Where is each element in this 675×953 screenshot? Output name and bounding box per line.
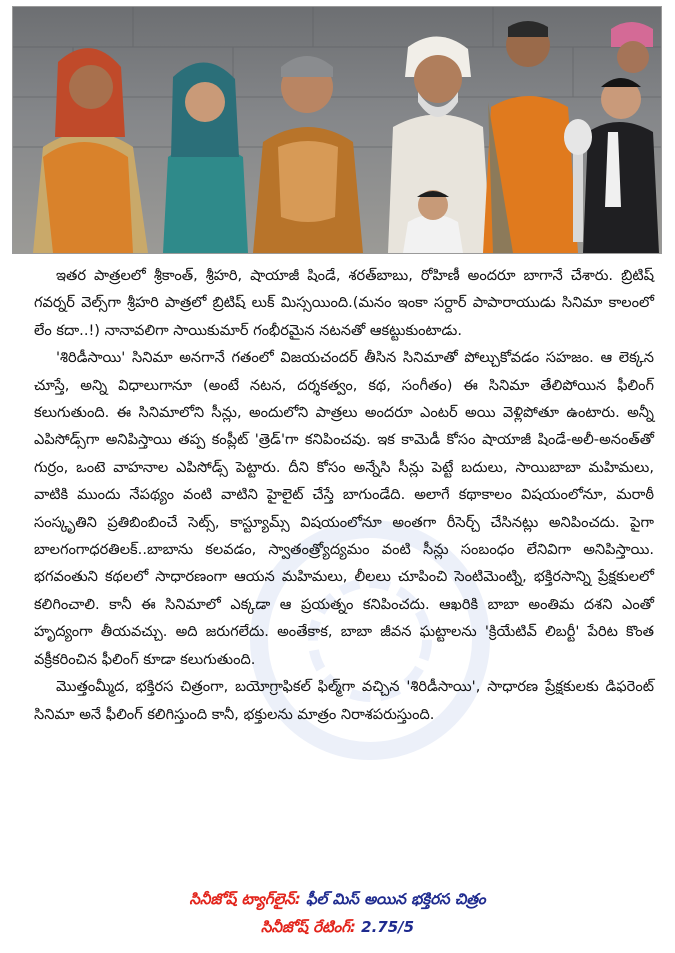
rating-value: 2.75/5 <box>361 918 415 936</box>
tagline-value: ఫీల్ మిస్ అయిన భక్తిరస చిత్రం <box>305 890 486 908</box>
paragraph-cast: ఇతర పాత్రలలో శ్రీకాంత్, శ్రీహరి, షాయాజీ షిండే, శరత్‌బాబు, రోహిణీ అందరూ బాగానే చేశారు. బ్రిటిష్ గవర్నర్ వెల్స్‌గా శ్రీహరి పాత్రలో బ్రిటిష్ లుక్ మిస్సయింది.(మనం ఇంకా సర్దార్ పాపారాయుడు సినిమా కాలంలో లేం కదా..!) నానావలిగా సాయికుమార్ గంభీరమైన నటనతో ఆకట్టుకుంటాడు. <box>34 267 654 339</box>
person-woman-teal <box>163 62 248 253</box>
cast-group-illustration <box>13 7 661 253</box>
paragraph-analysis: 'శిరిడీసాయి' సినిమా అనగానే గతంలో విజయచందర్ తీసిన సినిమాతో పోల్చుకోవడం సహజం. ఆ లెక్కన చూస్తే, అన్ని విధాలుగానూ (అంటే నటన, దర్శకత్వం, కథ, సంగీతం) ఈ సినిమా తేలిపోయిన ఫీలింగ్ కలుగుతుంది. ఈ సినిమాలోని సీన్లు, అందులోని పాత్రలు అందరూ ఎంటర్ అయి వెళ్లిపోతూ ఉంటారు. అన్నీ ఎపిసోడ్స్‌గా అనిపిస్తాయి తప్ప కంప్లీట్ 'త్రెడ్'గా కనిపించవు. ఇక కామెడీ కోసం షాయాజీ షిండే-అలీ-అనంత్‌తో గుర్రం, ఒంటె వాహనాల ఎపిసోడ్స్ పెట్టారు. దీని కోసం అన్నేసి సీన్లు పెట్టే బదులు, సాయిబాబా మహిమలు, వాటికి ముందు నేపథ్యం వంటి వాటిని హైలైట్ చేస్తే బాగుండేది. అలాగే కథాకాలం విషయంలోనూ, మరాఠీ సంస్కృతిని ప్రతిబింబించే సెట్స్, కాస్ట్యూమ్స్ విషయంలోనూ అంతగా రీసెర్చ్ చేసినట్లు అనిపించదు. పైగా బాలగంగాధరతిలక్..బాబాను కలవడం, స్వాతంత్ర్యోద్యమం వంటి సీన్లు సంబంధం లేనివిగా అనిపిస్తాయి. భగవంతుని కథలలో సాధారణంగా ఆయన మహిమలు, లీలలు చూపించి సెంటిమెంట్ని, భక్తిరసాన్ని ప్రేక్షకులలో కలిగించాలి. కానీ ఈ సినిమాలో ఎక్కడా ఆ ప్రయత్నం కనిపించదు. ఆఖరికి బాబా అంతిమ దశని ఎంతో హృద్యంగా తీయవచ్చు. అది జరుగలేదు. అంతేకాక, బాబా జీవన ఘట్టాలను 'క్రియేటివ్ లిబర్టీ' పేరిట కొంత వక్రీకరించిన ఫీలింగ్ కూడా కలుగుతుంది. <box>34 349 654 668</box>
paragraph-conclusion: మొత్తంమ్మీద, భక్తిరస చిత్రంగా, బయోగ్రాఫికల్ ఫిల్మ్‌గా వచ్చిన 'శిరిడీసాయి', సాధారణ ప్రేక్షకులకు డిఫరెంట్ సినిమా అనే ఫీలింగ్ కలిగిస్తుంది కానీ, భక్తులను మాత్రం నిరాశపరుస్తుంది. <box>34 678 654 723</box>
rating <box>0 918 675 940</box>
person-man-orange <box>483 21 578 253</box>
movie-still-photo <box>12 6 662 254</box>
person-woman-orange <box>33 48 148 253</box>
tagline <box>0 890 675 912</box>
person-boy-black-suit <box>583 78 659 253</box>
rating-label: సినీజోష్ రేటింగ్: <box>260 918 356 936</box>
person-man-saffron <box>253 56 363 253</box>
article-body <box>34 262 654 728</box>
tagline-label: సినీజోష్ ట్యాగ్‌లైన్: <box>189 890 301 908</box>
